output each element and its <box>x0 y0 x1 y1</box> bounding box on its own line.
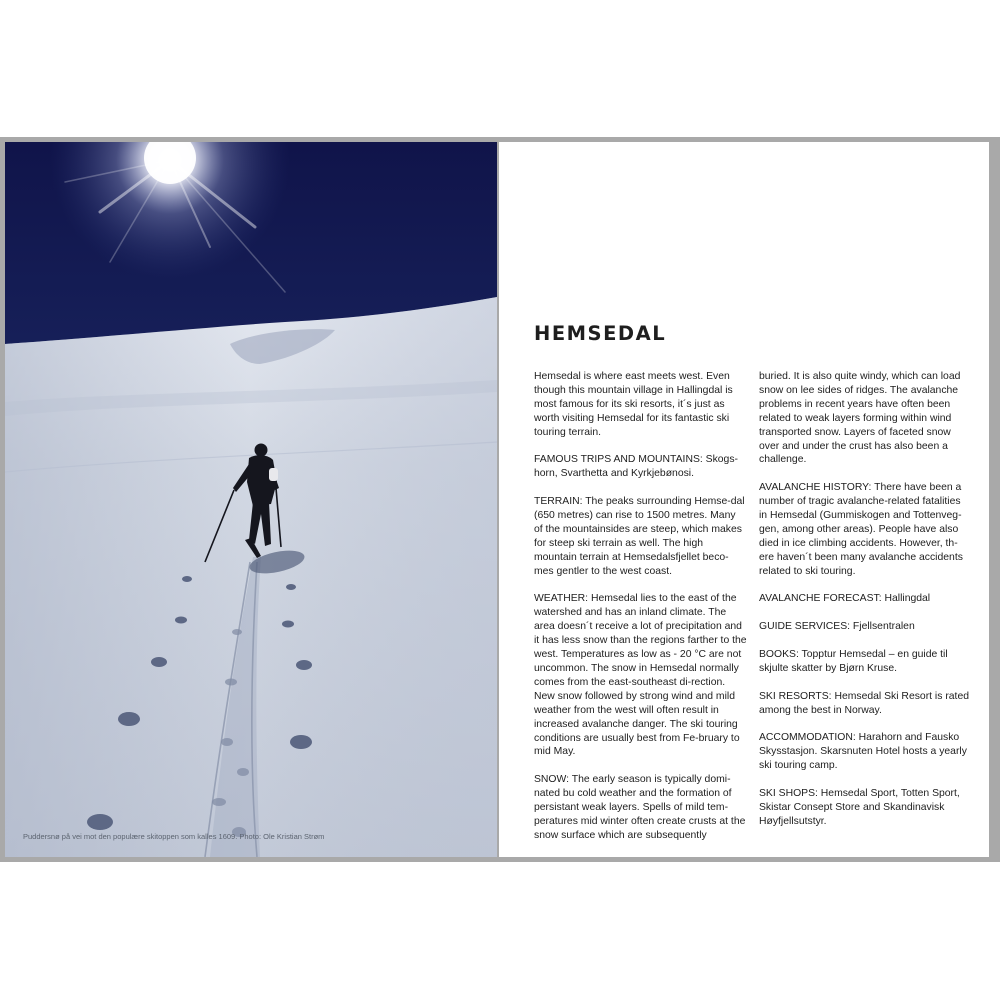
paragraph-ski-shops: SKI SHOPS: Hemsedal Sport, Totten Sport, Skistar Consept Store and Skandinavisk Høyfjellsutstyr. <box>759 788 960 827</box>
text-page <box>499 142 989 857</box>
paragraph-intro: Hemsedal is where east meets west. Even though this mountain village in Hallingdal is most famous for its ski resorts, it´s just as worth visiting Hemsedal for its fantastic ski touring terrain. <box>534 371 733 438</box>
ski-touring-photo <box>5 142 497 857</box>
paragraph-snow-continued: buried. It is also quite windy, which can load snow on lee sides of ridges. The avalanche problems in recent years have often been related to weak layers forming within wind transported snow. Layers of faceted snow over and under the crust has also been a challenge. <box>759 371 961 466</box>
photo-caption: Puddersnø på vei mot den populære skitoppen som kalles 1609. Photo: Ole Kristian Strøm <box>23 832 325 841</box>
paragraph-famous-trips: FAMOUS TRIPS AND MOUNTAINS: Skogs-horn, Svarthetta and Kyrkjebønosi. <box>534 454 738 480</box>
backpack <box>269 468 278 481</box>
paragraph-ski-resorts: SKI RESORTS: Hemsedal Ski Resort is rated among the best in Norway. <box>759 690 969 716</box>
photo-page <box>5 142 497 857</box>
left-column <box>534 370 747 857</box>
paragraph-snow: SNOW: The early season is typically domi-nated bu cold weather and the formation of persistant weak layers. Spells of mild tem-peratures mid winter often create crusts at the snow surface which are subsequently <box>534 774 746 841</box>
paragraph-terrain: TERRAIN: The peaks surrounding Hemse-dal (650 metres) can rise to 1500 metres. Many of the mountainsides are steep, which makes for steep ski terrain as well. The high mountain terrain at Hemsedalsfjellet beco-mes gentler to the west coast. <box>534 496 745 577</box>
paragraph-accommodation: ACCOMMODATION: Harahorn and Fausko Skysstasjon. Skarsnuten Hotel hosts a yearly ski touring camp. <box>759 732 967 772</box>
paragraph-books: BOOKS: Topptur Hemsedal – en guide til skjulte skatter by Bjørn Kruse. <box>759 649 948 674</box>
article-title: HEMSEDAL <box>534 322 667 345</box>
paragraph-weather: WEATHER: Hemsedal lies to the east of the watershed and has an inland climate. The area doesn´t receive a lot of precipitation and it has less snow than the regions farther to the west. Temperatures as low as - 20 °C are not uncommon. The snow in Hemsedal normally comes from the east-southeast di-rection. New snow followed by strong wind and mild weather from the west will often result in increased avalanche danger. The ski touring conditions are usually best from Fe-bruary to mid May. <box>534 593 747 758</box>
paragraph-avalanche-forecast: AVALANCHE FORECAST: Hallingdal <box>759 593 931 605</box>
paragraph-avalanche-history: AVALANCHE HISTORY: There have been a number of tragic avalanche-related fatalities in Hemsedal (Gummiskogen and Tottenveg-gen, among other areas). People have also died in ice climbing accidents. However, th-ere haven´t been many avalanche accidents related to ski touring. <box>759 482 963 577</box>
book-spread <box>0 137 1000 862</box>
right-column <box>759 370 971 843</box>
paragraph-guide-services: GUIDE SERVICES: Fjellsentralen <box>759 621 915 633</box>
